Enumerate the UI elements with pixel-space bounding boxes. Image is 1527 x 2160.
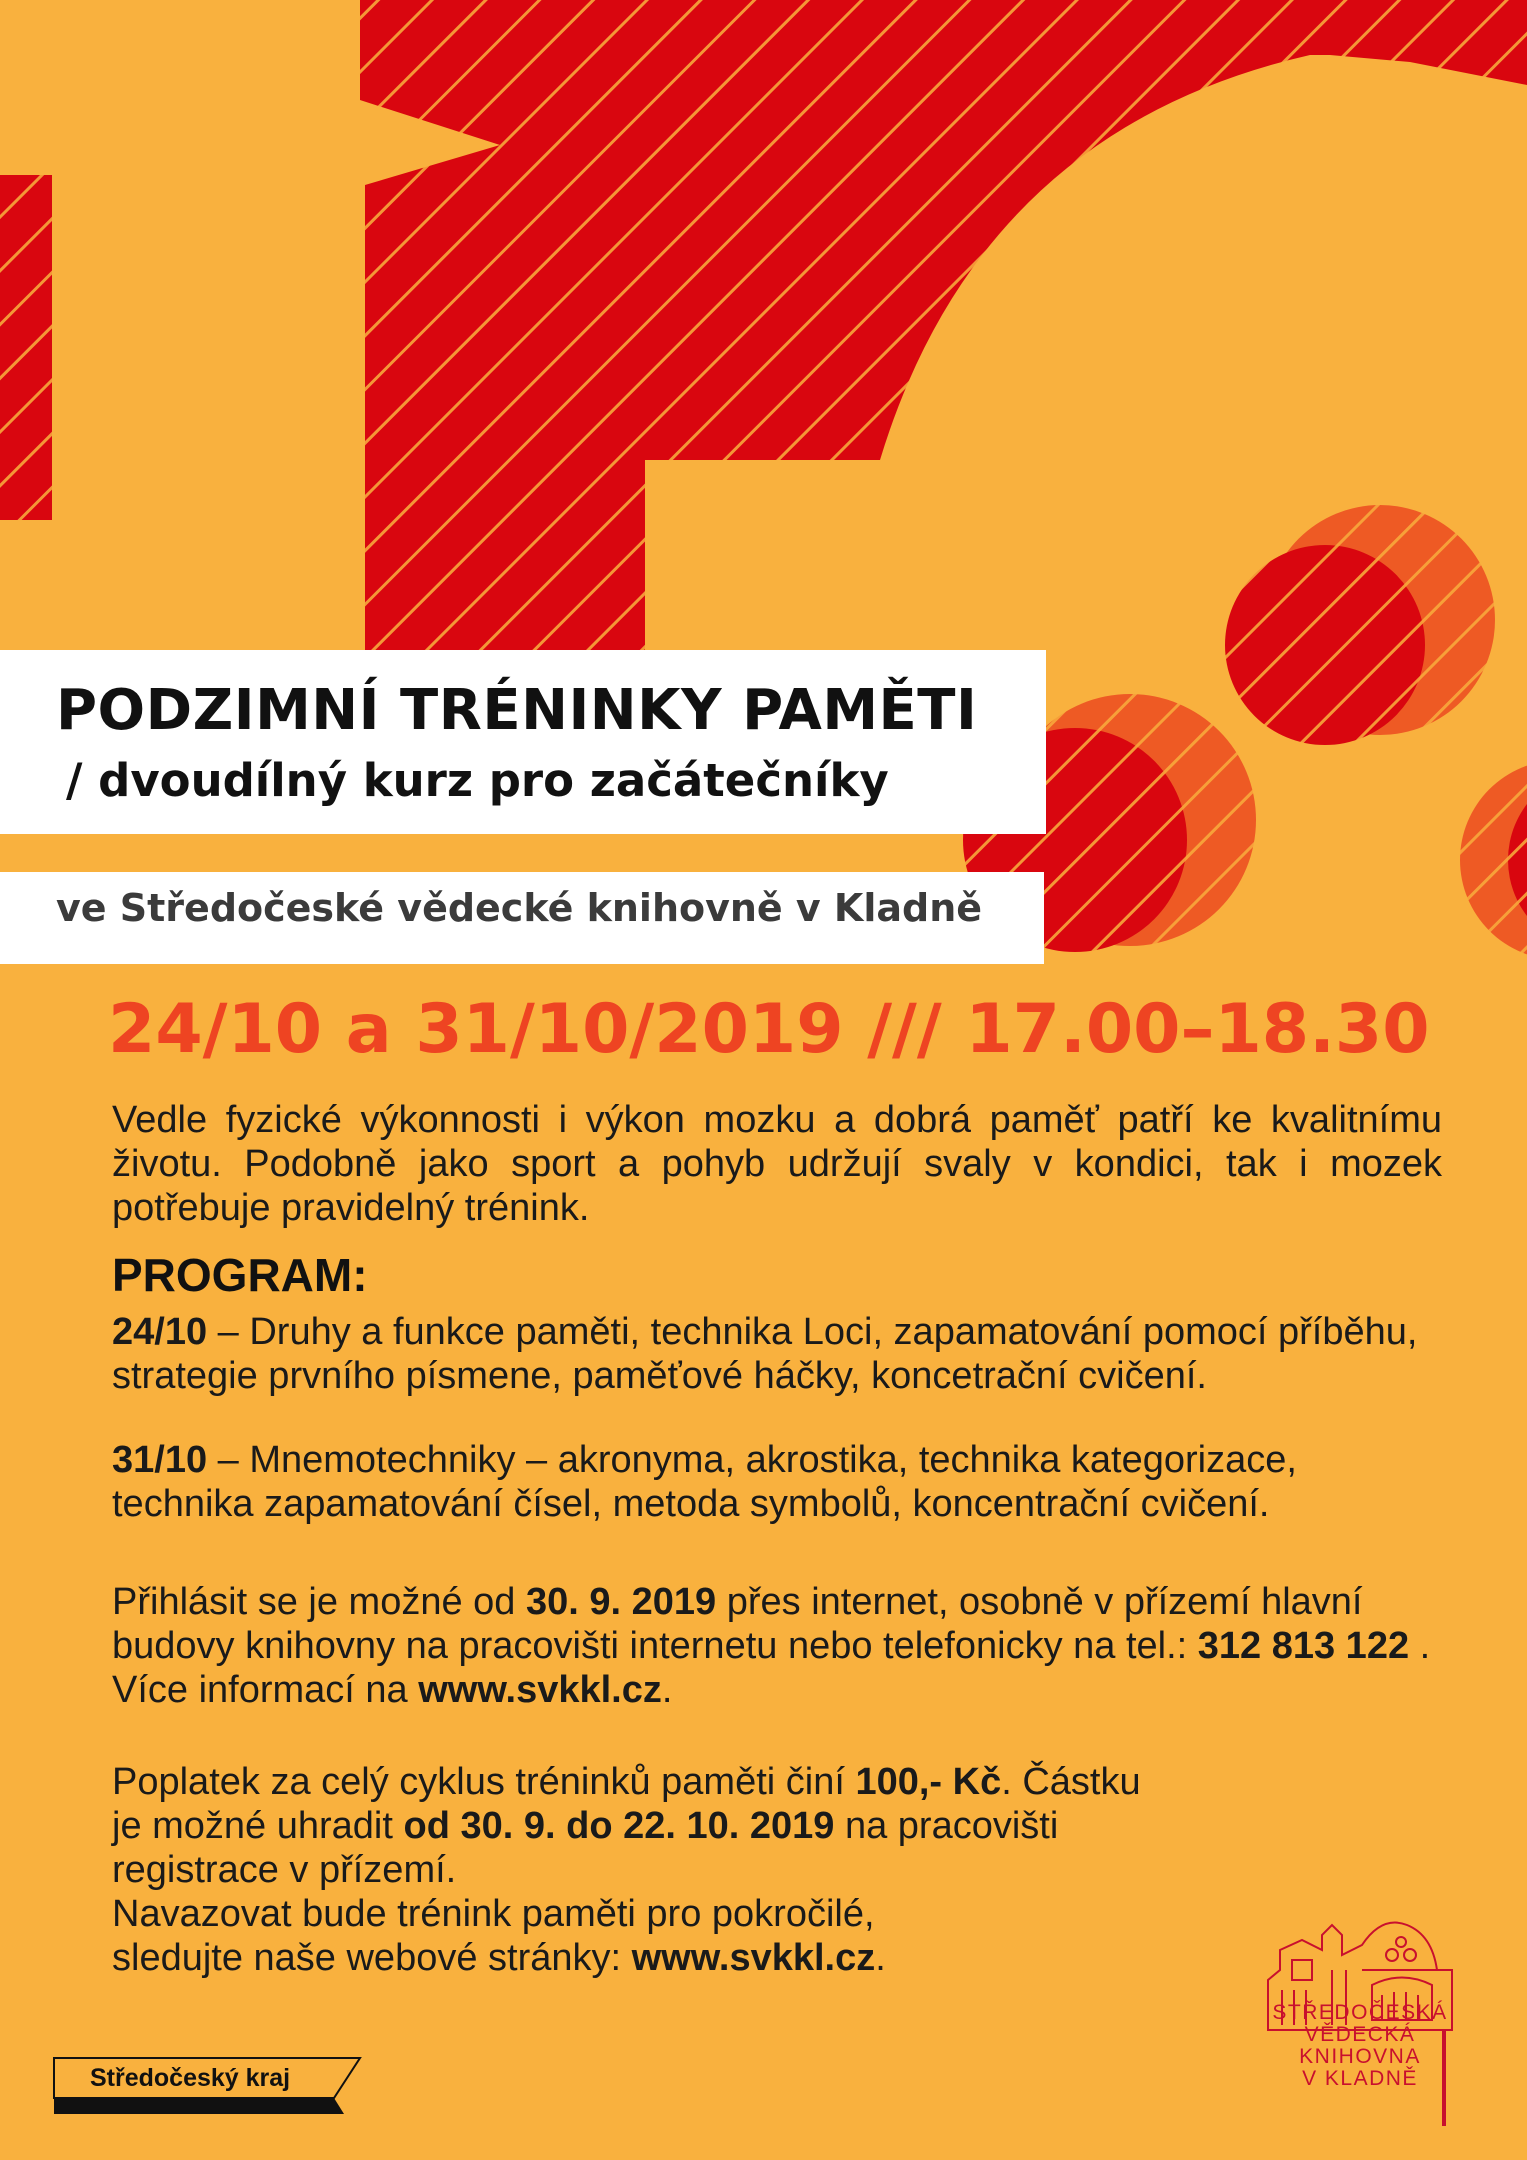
- website-link[interactable]: www.svkkl.cz: [631, 1937, 876, 1979]
- registration-text: Přihlásit se je možné od: [112, 1581, 526, 1623]
- fee-paragraph: [112, 1760, 1172, 1980]
- page-subtitle: / dvoudílný kurz pro začátečníky: [66, 754, 889, 807]
- fee-text: . Částku je možné uhradit: [112, 1761, 1141, 1847]
- registration-date: 30. 9. 2019: [525, 1581, 717, 1623]
- fee-text: na pracovišti registrace v přízemí.: [112, 1805, 1059, 1891]
- fee-text: Poplatek za celý cyklus tréninků paměti činí: [112, 1761, 856, 1803]
- website-note: sledujte naše webové stránky:: [112, 1937, 632, 1979]
- advanced-course-note: Navazovat bude trénink paměti pro pokročilé,: [112, 1893, 875, 1935]
- phone-number: 312 813 122: [1197, 1625, 1410, 1667]
- arrow-notch: [0, 175, 52, 520]
- session-description: – Mnemotechniky – akronyma, akrostika, technika kategorizace, technika zapamatování čísel, metoda symbolů, koncentrační cvičení.: [112, 1439, 1297, 1525]
- session-date: 24/10: [112, 1311, 208, 1353]
- logo-line: V KLADNĚ: [1302, 2067, 1418, 2090]
- program-session: [112, 1310, 1442, 1398]
- session-date: 31/10: [112, 1439, 208, 1481]
- location-text: ve Středočeské vědecké knihovně v Kladně: [56, 886, 983, 930]
- logo-line: VĚDECKÁ: [1304, 2023, 1416, 2046]
- page-title: PODZIMNÍ TRÉNINKY PAMĚTI: [56, 678, 978, 743]
- program-session: [112, 1438, 1442, 1526]
- session-description: – Druhy a funkce paměti, technika Loci, zapamatování pomocí příběhu, strategie prvního písmene, paměťové háčky, koncetrační cvičení.: [112, 1311, 1418, 1397]
- fee-amount: 100,- Kč: [855, 1761, 1002, 1803]
- logo-line: KNIHOVNA: [1299, 2045, 1421, 2068]
- circle-red-large: [1225, 545, 1425, 745]
- logo-accent-bar: [1442, 2030, 1446, 2126]
- payment-period: od 30. 9. do 22. 10. 2019: [403, 1805, 835, 1847]
- region-logo-label: Středočeský kraj: [90, 2064, 291, 2092]
- logo-line: STŘEDOČESKÁ: [1272, 2001, 1448, 2024]
- fee-text: .: [875, 1937, 886, 1979]
- intro-paragraph: Vedle fyzické výkonnosti i výkon mozku a dobrá paměť patří ke kvalitnímu životu. Podobně jako sport a pohyb udržují svaly v kondici, tak i mozek potřebuje pravidelný trénink.: [112, 1099, 1442, 1229]
- library-logo-text: [1262, 2002, 1458, 2090]
- event-dates: 24/10 a 31/10/2019 /// 17.00–18.30: [108, 990, 1430, 1069]
- registration-text: .: [661, 1669, 673, 1711]
- registration-text: přes internet, osobně v přízemí hlavní budovy knihovny na pracovišti internetu nebo telefonicky na tel.:: [112, 1581, 1363, 1667]
- program-heading: PROGRAM:: [112, 1249, 368, 1301]
- registration-text: . Více informací na: [112, 1625, 1431, 1711]
- website-link[interactable]: www.svkkl.cz: [418, 1669, 662, 1711]
- registration-paragraph: [112, 1580, 1442, 1712]
